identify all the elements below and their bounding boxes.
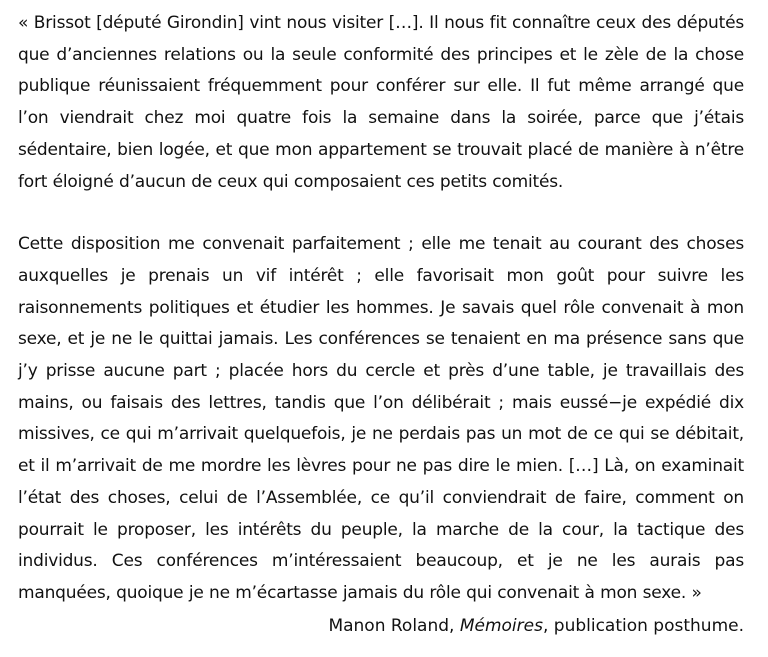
quote-paragraph-1: « Brissot [député Girondin] vint nous visiter […]. Il nous fit connaître ceux des députés que d’anciennes relations ou la seule conformité des principes et le zèle de la chose publique réunissaient fréquemment pour conférer sur elle. Il fut même arrangé que l’on viendrait chez moi quatre fois la semaine dans la soirée, parce que j’étais sédentaire, bien logée, et que mon appartement se trouvait placé de manière à n’être fort éloigné d’aucun de ceux qui composaient ces petits comités.: [18, 13, 744, 192]
quote-block: [18, 8, 744, 610]
source-citation: [328, 611, 744, 642]
source-author: Manon Roland,: [328, 616, 460, 636]
source-note: , publication posthume.: [542, 616, 744, 636]
quote-paragraph-2: Cette disposition me convenait parfaitement ; elle me tenait au courant des choses auxquelles je prenais un vif intérêt ; elle favorisait mon goût pour suivre les raisonnements politiques et étudier les hommes. Je savais quel rôle convenait à mon sexe, et je ne le quittai jamais. Les conférences se tenaient en ma présence sans que j’y prisse aucune part ; placée hors du cercle et près d’une table, je travaillais des mains, ou faisais des lettres, tandis que l’on délibérait ; mais eussé−je expédié dix missives, ce qui m’arrivait quelquefois, je ne perdais pas un mot de ce qui se débitait, et il m’arrivait de me mordre les lèvres pour ne pas dire le mien. […] Là, on examinait l’état des choses, celui de l’Assemblée, ce qu’il conviendrait de faire, comment on pourrait le proposer, les intérêts du peuple, la marche de la cour, la tactique des individus. Ces conférences m’intéressaient beaucoup, et je ne les aurais pas manquées, quoique je ne m’écartasse jamais du rôle qui convenait à mon sexe. »: [18, 234, 744, 603]
source-work-title: Mémoires: [459, 616, 543, 636]
